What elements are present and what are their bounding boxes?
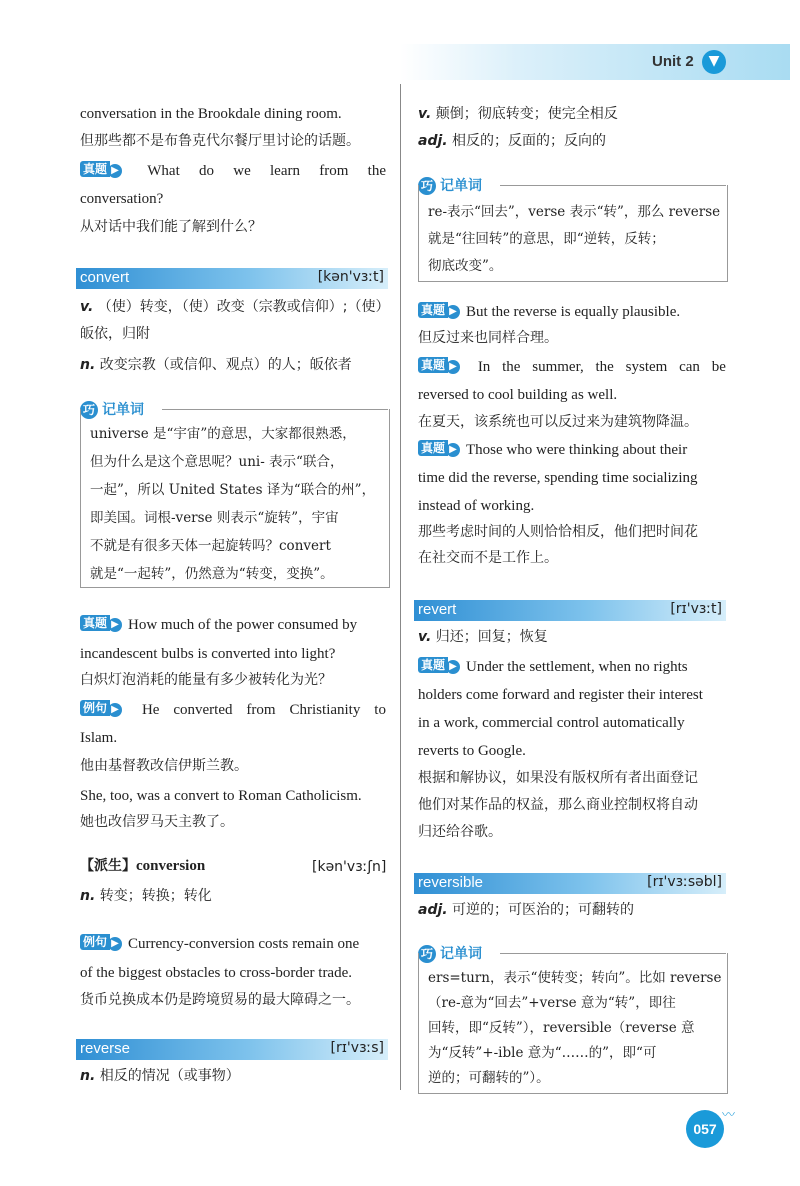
play-icon: ▶ [108,164,122,178]
text-line: time did the reverse, spending time socializing [418,470,698,486]
memo-title: 巧 记单词 [80,399,144,419]
column-divider [400,84,401,1090]
memo-line: 就是“往回转”的意思，即“逆转，反转； [428,231,665,247]
text-line-zh: 在社交而不是工作上。 [418,550,558,566]
text-line: of the biggest obstacles to cross-border trade. [80,965,352,981]
text-line: in a work, commercial control automatically [418,715,685,731]
memo-icon: 巧 [80,401,98,419]
unit-label: Unit 2 [652,53,694,70]
phonetic: [kən'vɜːt] [317,269,384,285]
word-header-reversible: reversible [rɪ'vɜːsəbl] [414,873,726,894]
memo-line: 不就是有很多天体一起旋转吗？convert [90,538,331,554]
memo-line: （re-意为“回去”+verse 意为“转”，即往 [428,995,676,1011]
memo-line: 但为什么是这个意思呢？uni- 表示“联合， [90,454,344,470]
page-number: 057 [686,1110,724,1148]
text-line-zh: 他由基督教改信伊斯兰教。 [80,758,248,774]
play-icon: ▶ [108,937,122,951]
memo-line: universe 是“宇宙”的意思，大家都很熟悉， [90,426,356,442]
definition: adj. 相反的；反面的；反向的 [418,133,607,149]
definition: n. 相反的情况（或事物） [80,1068,240,1084]
exam-question: 真题 ▶ Those who were thinking about their [418,440,687,460]
text-line-zh: 他们对某作品的权益，那么商业控制权将自动 [418,797,698,813]
text-line-zh: 在夏天，该系统也可以反过来为建筑物降温。 [418,414,698,430]
memo-line: re-表示“回去”，verse 表示“转”，那么 reverse [428,204,721,220]
exam-question: 真题 ▶ In the summer, the system can be [418,357,726,377]
text-line: conversation? [80,191,164,207]
text-line: reverts to Google. [418,743,526,759]
word-header-revert: revert [rɪ'vɜːt] [414,600,726,621]
play-icon: ▶ [446,443,460,457]
text-line: Islam. [80,730,118,746]
text-line-zh: 她也改信罗马天主教了。 [80,814,234,830]
memo-line: 一起”，所以 United States 译为“联合的州”， [90,482,376,498]
exam-tag: 真题 [80,161,110,177]
memo-title: 巧 记单词 [418,175,482,195]
definition: adj. 可逆的；可医治的；可翻转的 [418,902,635,918]
definition: v. （使）转变，（使）改变（宗教或信仰）;（使） [80,299,390,315]
chevron-down-icon: ▼ [702,50,726,74]
definition: n. 改变宗教（或信仰、观点）的人；皈依者 [80,357,352,373]
text-line: She, too, was a convert to Roman Catholicism. [80,788,362,804]
memo-line: 为“反转”+-ible 意为“……的”，即“可 [428,1045,657,1061]
example-sentence: 例句 ▶ He converted from Christianity to [80,700,386,720]
unit-header-bar [400,44,790,80]
memo-line: 逆的；可翻转的”）。 [428,1070,550,1086]
text-line-zh: 归还给谷歌。 [418,824,502,840]
derivative-word: 【派生】conversion [80,858,206,874]
play-icon: ▶ [446,660,460,674]
exam-question: 真题 ▶ Under the settlement, when no rights [418,657,688,677]
headword: convert [80,269,130,286]
exam-question: 真题 ▶ What do we learn from the [80,161,386,181]
text-line-zh: 白炽灯泡消耗的能量有多少被转化为光？ [80,672,332,688]
definition: v. 归还；回复；恢复 [418,629,548,645]
memo-line: 即美国。词根-verse 则表示“旋转”，宇宙 [90,510,339,526]
play-icon: ▶ [108,618,122,632]
text-line-zh: 根据和解协议，如果没有版权所有者出面登记 [418,770,698,786]
phonetic: [kən'vɜːʃn] [312,859,387,875]
definition: n. 转变；转换；转化 [80,888,212,904]
play-icon: ▶ [446,305,460,319]
memo-line: 彻底改变”。 [428,258,503,274]
example-sentence: 例句 ▶ Currency-conversion costs remain one [80,934,359,954]
definition: 皈依，归附 [80,326,150,342]
memo-title: 巧 记单词 [418,943,482,963]
wave-icon: 〰 [722,1108,736,1123]
definition: v. 颠倒；彻底转变；使完全相反 [418,106,618,122]
text-line: holders come forward and register their interest [418,687,703,703]
memo-line: 回转，即“反转”），reversible（reverse 意 [428,1020,695,1036]
text-line: reversed to cool building as well. [418,387,618,403]
text-line: instead of working. [418,498,535,514]
text-line-zh: 从对话中我们能了解到什么？ [80,219,262,235]
exam-question: 真题 ▶ But the reverse is equally plausible. [418,302,680,322]
text-line-zh: 货币兑换成本仍是跨境贸易的最大障碍之一。 [80,992,360,1008]
text-line: incandescent bulbs is converted into light? [80,646,336,662]
text-line-zh: 但那些都不是布鲁克代尔餐厅里讨论的话题。 [80,133,360,149]
text-line-zh: 那些考虑时间的人则恰恰相反，他们把时间花 [418,524,698,540]
play-icon: ▶ [446,360,460,374]
exam-question: 真题 ▶ How much of the power consumed by [80,615,357,635]
text-line: conversation in the Brookdale dining room. [80,106,342,122]
memo-line: ers=turn，表示“使转变；转向”。比如 reverse [428,970,722,986]
text-line-zh: 但反过来也同样合理。 [418,330,558,346]
word-header-convert [76,268,388,289]
play-icon: ▶ [108,703,122,717]
memo-line: 就是“一起转”，仍然意为“转变，变换”。 [90,566,334,582]
word-header-reverse: reverse [rɪ'vɜːs] [76,1039,388,1060]
